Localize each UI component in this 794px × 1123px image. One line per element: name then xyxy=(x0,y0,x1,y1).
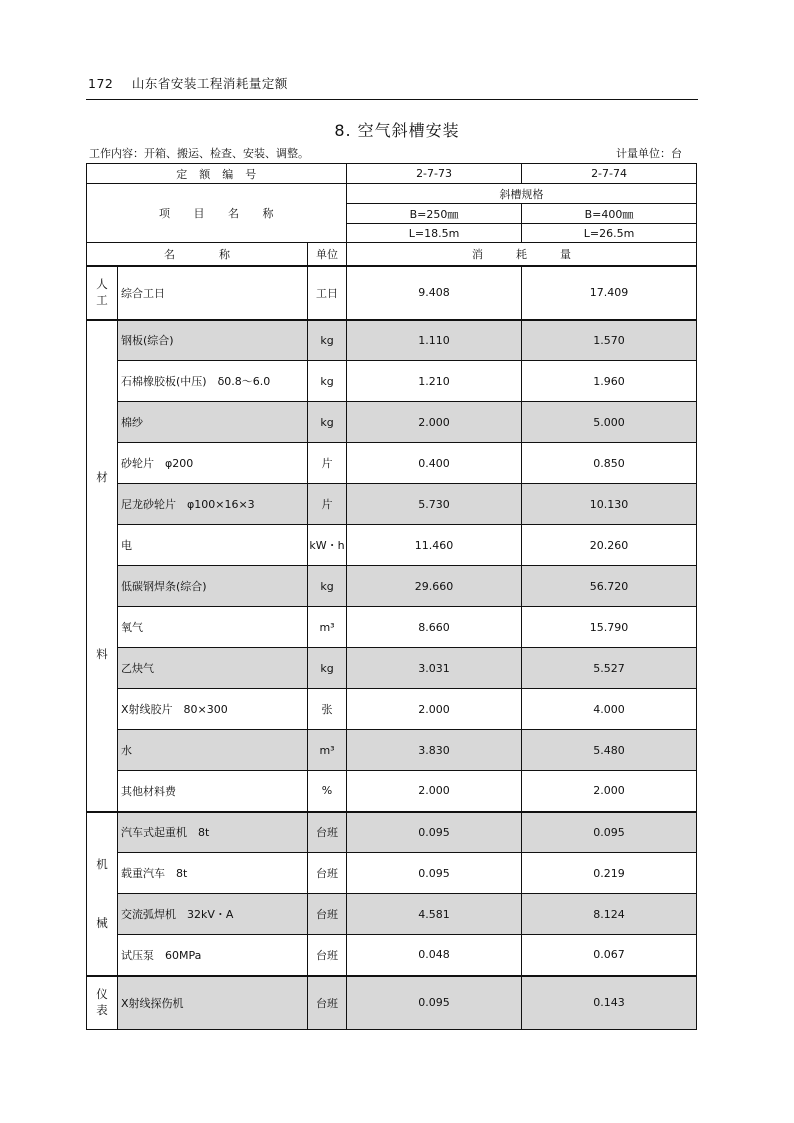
resource-unit: % xyxy=(308,771,347,812)
resource-unit: m³ xyxy=(308,607,347,648)
table-row xyxy=(87,484,697,525)
quantity-col-1: 11.460 xyxy=(347,525,522,566)
resource-unit: 台班 xyxy=(308,935,347,976)
quantity-col-2: 10.130 xyxy=(522,484,697,525)
resource-unit: kg xyxy=(308,320,347,361)
quantity-col-2: 0.143 xyxy=(522,976,697,1030)
group-label xyxy=(87,320,118,812)
quantity-col-2: 17.409 xyxy=(522,266,697,320)
resource-unit: m³ xyxy=(308,730,347,771)
spec-l-2: L=26.5m xyxy=(522,224,697,243)
quantity-col-1: 2.000 xyxy=(347,771,522,812)
resource-unit: 工日 xyxy=(308,266,347,320)
quantity-col-2: 1.960 xyxy=(522,361,697,402)
table-row xyxy=(87,320,697,361)
column-header-row xyxy=(87,243,697,266)
quantity-col-1: 5.730 xyxy=(347,484,522,525)
group-label-top: 材 xyxy=(96,469,108,484)
table-row xyxy=(87,648,697,689)
quantity-col-1: 3.830 xyxy=(347,730,522,771)
quantity-col-2: 15.790 xyxy=(522,607,697,648)
table-row xyxy=(87,894,697,935)
resource-name: 石棉橡胶板(中压) δ0.8～6.0 xyxy=(118,361,308,402)
table-row xyxy=(87,771,697,812)
table-row xyxy=(87,361,697,402)
resource-unit: 片 xyxy=(308,484,347,525)
resource-name: X射线胶片 80×300 xyxy=(118,689,308,730)
spec-b-2: B=400㎜ xyxy=(522,204,697,224)
quantity-col-2: 5.480 xyxy=(522,730,697,771)
quota-table xyxy=(86,163,697,1030)
col-consumption-header: 消 耗 量 xyxy=(347,243,697,266)
resource-name: 氧气 xyxy=(118,607,308,648)
header-rule xyxy=(86,99,698,100)
quantity-col-1: 0.095 xyxy=(347,853,522,894)
section-title: 8. 空气斜槽安装 xyxy=(334,121,460,140)
quantity-col-1: 2.000 xyxy=(347,402,522,443)
resource-name: X射线探伤机 xyxy=(118,976,308,1030)
resource-unit: 台班 xyxy=(308,812,347,853)
resource-unit: kg xyxy=(308,402,347,443)
resource-unit: 台班 xyxy=(308,976,347,1030)
quantity-col-1: 0.048 xyxy=(347,935,522,976)
quantity-col-2: 20.260 xyxy=(522,525,697,566)
quantity-col-1: 29.660 xyxy=(347,566,522,607)
resource-unit: 张 xyxy=(308,689,347,730)
resource-name: 水 xyxy=(118,730,308,771)
resource-name: 低碳钢焊条(综合) xyxy=(118,566,308,607)
page-number: 172 xyxy=(88,76,114,91)
running-head xyxy=(88,74,288,92)
unit-note: 计量单位：台 xyxy=(616,147,682,160)
table-row xyxy=(87,689,697,730)
header-spec-row xyxy=(87,184,697,204)
resource-unit: 片 xyxy=(308,443,347,484)
header-code-row xyxy=(87,164,697,184)
resource-name: 交流弧焊机 32kV・A xyxy=(118,894,308,935)
table-row xyxy=(87,266,697,320)
resource-unit: kW・h xyxy=(308,525,347,566)
quantity-col-1: 2.000 xyxy=(347,689,522,730)
table-row xyxy=(87,853,697,894)
code-col-1: 2-7-73 xyxy=(347,164,522,184)
resource-name: 载重汽车 8t xyxy=(118,853,308,894)
quantity-col-2: 8.124 xyxy=(522,894,697,935)
quantity-col-2: 56.720 xyxy=(522,566,697,607)
group-label-bottom: 械 xyxy=(96,915,108,930)
table-row xyxy=(87,443,697,484)
table-row xyxy=(87,976,697,1030)
quantity-col-2: 0.095 xyxy=(522,812,697,853)
quantity-col-2: 5.000 xyxy=(522,402,697,443)
work-content: 工作内容：开箱、搬运、检查、安装、调整。 xyxy=(89,147,309,160)
resource-name: 尼龙砂轮片 φ100×16×3 xyxy=(118,484,308,525)
quantity-col-1: 0.400 xyxy=(347,443,522,484)
spec-l-1: L=18.5m xyxy=(347,224,522,243)
group-label-bottom: 料 xyxy=(96,646,108,661)
table-row xyxy=(87,730,697,771)
resource-name: 砂轮片 φ200 xyxy=(118,443,308,484)
code-col-2: 2-7-74 xyxy=(522,164,697,184)
col-unit-header: 单位 xyxy=(308,243,347,266)
quantity-col-1: 1.110 xyxy=(347,320,522,361)
quantity-col-2: 4.000 xyxy=(522,689,697,730)
quantity-col-1: 4.581 xyxy=(347,894,522,935)
group-label xyxy=(87,976,118,1030)
resource-name: 其他材料费 xyxy=(118,771,308,812)
group-label-top: 机 xyxy=(96,856,108,871)
quantity-col-1: 8.660 xyxy=(347,607,522,648)
resource-unit: kg xyxy=(308,566,347,607)
spec-label: 斜槽规格 xyxy=(347,184,697,204)
quantity-col-2: 2.000 xyxy=(522,771,697,812)
book-title: 山东省安装工程消耗量定额 xyxy=(131,76,288,91)
quantity-col-2: 1.570 xyxy=(522,320,697,361)
table-row xyxy=(87,935,697,976)
group-label-text: 仪表 xyxy=(96,987,108,1017)
resource-name: 试压泵 60MPa xyxy=(118,935,308,976)
col-name-header: 名 称 xyxy=(87,243,308,266)
quantity-col-1: 1.210 xyxy=(347,361,522,402)
resource-unit: 台班 xyxy=(308,853,347,894)
quantity-col-1: 0.095 xyxy=(347,976,522,1030)
quantity-col-1: 3.031 xyxy=(347,648,522,689)
group-label xyxy=(87,812,118,976)
quantity-col-2: 0.219 xyxy=(522,853,697,894)
table-row xyxy=(87,402,697,443)
resource-name: 汽车式起重机 8t xyxy=(118,812,308,853)
resource-unit: 台班 xyxy=(308,894,347,935)
resource-name: 乙炔气 xyxy=(118,648,308,689)
quantity-col-2: 0.067 xyxy=(522,935,697,976)
quantity-col-2: 0.850 xyxy=(522,443,697,484)
table-row xyxy=(87,525,697,566)
table-row xyxy=(87,812,697,853)
quantity-col-1: 9.408 xyxy=(347,266,522,320)
quantity-col-1: 0.095 xyxy=(347,812,522,853)
code-label: 定 额 编 号 xyxy=(87,164,347,184)
resource-name: 综合工日 xyxy=(118,266,308,320)
item-name-label: 项 目 名 称 xyxy=(87,184,347,243)
table-row xyxy=(87,607,697,648)
group-label xyxy=(87,266,118,320)
resource-name: 电 xyxy=(118,525,308,566)
table-row xyxy=(87,566,697,607)
group-label-text: 人工 xyxy=(96,276,108,307)
quantity-col-2: 5.527 xyxy=(522,648,697,689)
resource-unit: kg xyxy=(308,648,347,689)
spec-b-1: B=250㎜ xyxy=(347,204,522,224)
resource-name: 棉纱 xyxy=(118,402,308,443)
resource-name: 钢板(综合) xyxy=(118,320,308,361)
resource-unit: kg xyxy=(308,361,347,402)
